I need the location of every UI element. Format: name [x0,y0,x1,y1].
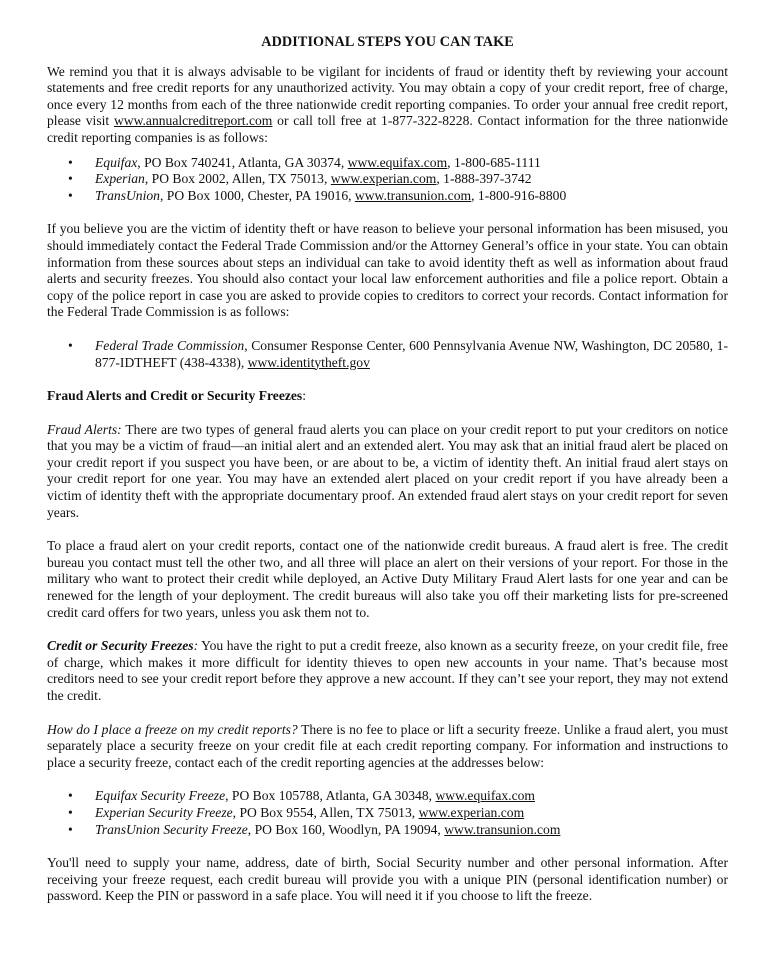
how-to-freeze-paragraph [47,722,728,772]
freeze-contact-name: Experian Security Freeze [95,804,233,820]
freezes-label: Credit or Security Freezes [47,638,194,654]
bureau-item-transunion [95,188,728,205]
ftc-details: , Consumer Response Center, 600 Pennsylvania Avenue NW, Washington, DC 20580, 1-877-IDTHEFT (438-4338), [95,337,728,370]
freeze-contact-experian [95,805,728,822]
identitytheft-link[interactable]: www.identitytheft.gov [247,354,370,370]
bureau-name: Equifax [95,154,138,170]
page-title: ADDITIONAL STEPS YOU CAN TAKE [261,34,514,50]
fraud-alerts-label: Fraud Alerts: [47,421,122,437]
freeze-contact-transunion [95,822,728,839]
bureau-item-experian [95,171,728,188]
bureau-details: , PO Box 2002, Allen, TX 75013, [144,171,331,187]
ftc-list [47,338,728,371]
annualcreditreport-link[interactable]: www.annualcreditreport.com [113,113,273,129]
freeze-contact-details: , PO Box 9554, Allen, TX 75013, [232,804,419,820]
bureau-phone: , 1-888-397-3742 [436,171,532,187]
victim-paragraph: If you believe you are the victim of identity theft or have reason to believe your personal information has been misused, you should immediately contact the Federal Trade Commission and/or the Attorney General’s office in your state. You can obtain information from these sources about steps an individual can take to avoid identity theft as well as information about fraud alerts and security freezes. You should also contact your local law enforcement authorities and file a police report. Obtain a copy of the police report in case you are asked to provide copies to creditors to correct your records. Contact information for the Federal Trade Commission is as follows: [47,221,728,320]
equifax-freeze-link[interactable]: www.equifax.com [435,788,535,804]
bureau-name: Experian [95,171,145,187]
fraud-alerts-paragraph [47,422,728,522]
intro-paragraph [47,64,728,147]
ftc-item [95,338,728,371]
bureau-item-equifax [95,155,728,172]
bureau-phone: , 1-800-916-8800 [471,187,567,203]
freeze-contact-name: TransUnion Security Freeze [95,821,248,837]
how-to-freeze-text: There is no fee to place or lift a security freeze. Unlike a fraud alert, you must separately place a security freeze on your credit file at each credit reporting company. For information and instructions to place a security freeze, contact each of the credit reporting agencies at the addresses below: [47,721,728,770]
intro-text-b: or call toll free at 1-877-322-8228. Contact information for the three nationwide credit reporting companies is as follows: [47,113,728,145]
place-alert-paragraph: To place a fraud alert on your credit reports, contact one of the nationwide credit bureaus. A fraud alert is free. The credit bureau you contact must tell the other two, and all three will place an alert on their versions of your report. For those in the military who want to protect their credit while deployed, an Active Duty Military Fraud Alert lasts for one year and can be renewed for the length of your deployment. The credit bureaus will also take you off their marketing lists for pre-screened credit card offers for two years, unless you ask them not to. [47,538,728,620]
freezes-text: You have the right to put a credit freeze, also known as a security freeze, on your credit file, free of charge, which makes it more difficult for identity thieves to open new accounts in your name. That’s because most creditors need to see your credit report before they approve a new account. If they can’t see your report, they may not extend the credit. [47,638,728,703]
experian-link[interactable]: www.experian.com [330,171,437,187]
transunion-freeze-link[interactable]: www.transunion.com [444,821,561,837]
freeze-contact-details: , PO Box 105788, Atlanta, GA 30348, [225,788,436,804]
experian-freeze-link[interactable]: www.experian.com [418,804,525,820]
section-heading-text: Fraud Alerts and Credit or Security Freezes [47,388,303,404]
equifax-link[interactable]: www.equifax.com [347,154,448,170]
fraud-section-heading [47,388,728,405]
transunion-link[interactable]: www.transunion.com [354,187,472,203]
freeze-contact-equifax [95,788,728,805]
bureau-list [47,155,728,205]
bureau-phone: , 1-800-685-1111 [447,154,541,170]
freeze-contact-name: Equifax Security Freeze [95,788,226,804]
fraud-alerts-text: There are two types of general fraud alerts you can place on your credit report to put your creditors on notice that you may be a victim of fraud—an initial alert and an extended alert. You may ask that an initial fraud alert be placed on your credit report if you suspect you have been, or are about to be, a victim of identity theft. An initial fraud alert stays on your credit report for one year. You may have an extended alert placed on your credit report if you have already been a victim of identity theft with the appropriate documentary proof. An extended fraud alert stays on your credit report for seven years. [47,421,728,520]
freezes-paragraph [47,638,728,704]
bureau-details: , PO Box 1000, Chester, PA 19016, [159,187,355,203]
freeze-contact-details: , PO Box 160, Woodlyn, PA 19094, [247,821,445,837]
freezes-colon: : [193,638,199,654]
intro-text-a: We remind you that it is always advisable to be vigilant for incidents of fraud or identity theft by reviewing your account statements and free credit reports for any unauthorized activity. You may obtain a copy of your credit report, free of charge, once every 12 months from each of the three nationwide credit reporting companies. To order your annual free credit report, please visit [47,63,728,129]
bureau-details: , PO Box 740241, Atlanta, GA 30374, [137,154,348,170]
how-to-freeze-question: How do I place a freeze on my credit reports? [47,721,298,737]
bureau-name: TransUnion [95,187,160,203]
ftc-name: Federal Trade Commission [95,337,245,353]
freeze-contact-list [47,788,728,838]
section-heading-colon: : [302,388,306,404]
closing-paragraph: You'll need to supply your name, address, date of birth, Social Security number and other personal information. After receiving your freeze request, each credit bureau will provide you with a unique PIN (personal identification number) or password. Keep the PIN or password in a safe place. You will need it if you choose to lift the freeze. [47,855,728,904]
